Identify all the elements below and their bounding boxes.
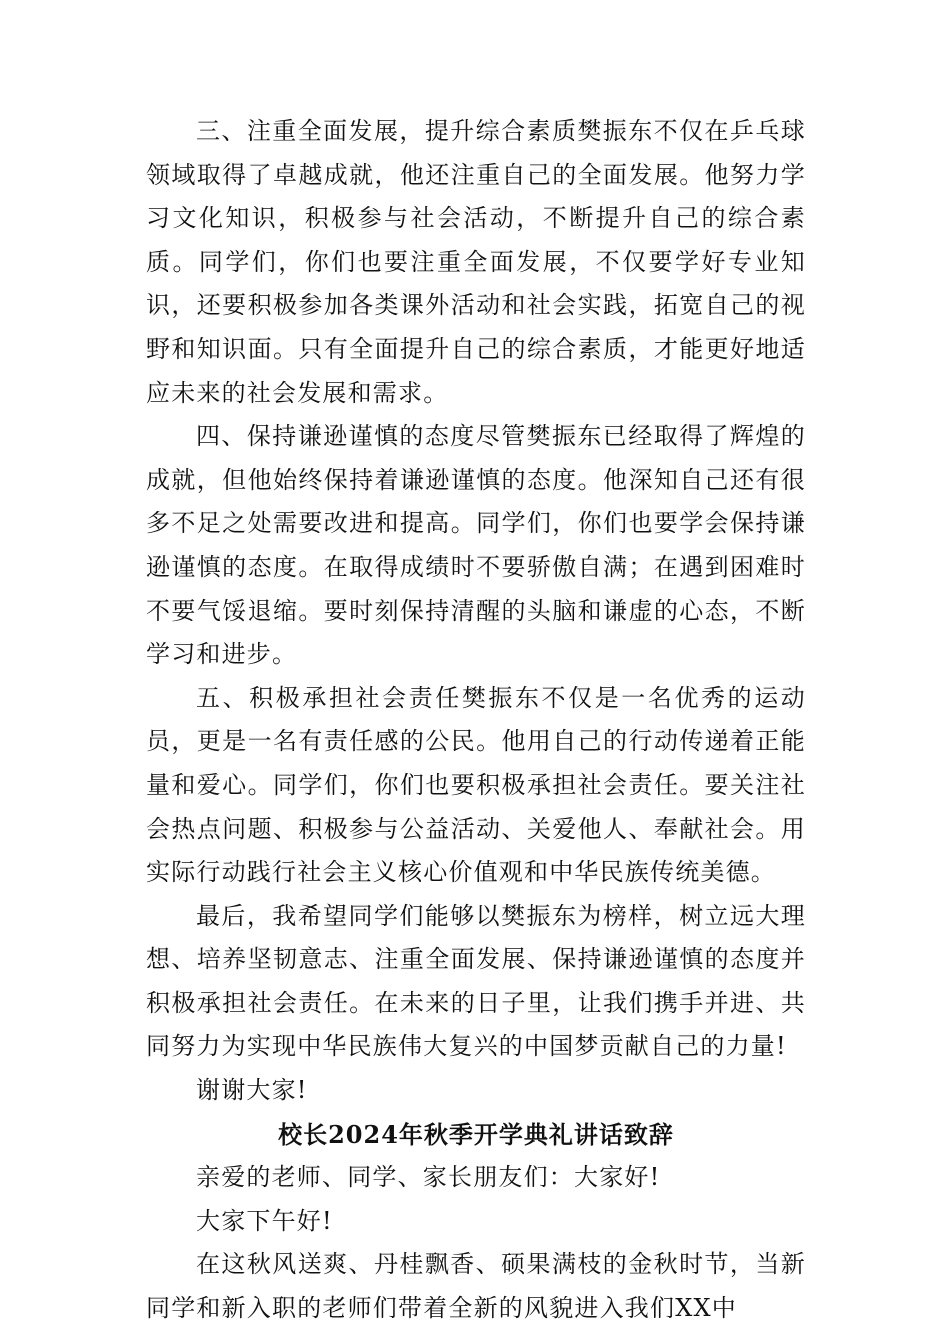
paragraph-opening: 在这秋风送爽、丹桂飘香、硕果满枝的金秋时节，当新同学和新入职的老师们带着全新的风貌进入我们XX中: [146, 1250, 806, 1323]
paragraph-humility: 四、保持谦逊谨慎的态度尽管樊振东已经取得了辉煌的成就，但他始终保持着谦逊谨慎的态度。他深知自己还有很多不足之处需要改进和提高。同学们，你们也要学会保持谦逊谨慎的态度。在取得成绩时不要骄傲自满；在遇到困难时不要气馁退缩。要时刻保持清醒的头脑和谦虚的心态，不断学习和进步。: [146, 422, 806, 669]
paragraph-social-responsibility: 五、积极承担社会责任樊振东不仅是一名优秀的运动员，更是一名有责任感的公民。他用自己的行动传递着正能量和爱心。同学们，你们也要积极承担社会责任。要关注社会热点问题、积极参与公益活动、关爱他人、奉献社会。用实际行动践行社会主义核心价值观和中华民族传统美德。: [146, 683, 806, 887]
paragraph-thanks: 谢谢大家!: [196, 1076, 308, 1105]
paragraph-comprehensive-development: 三、注重全面发展，提升综合素质樊振东不仅在乒乓球领域取得了卓越成就，他还注重自己的全面发展。他努力学习文化知识，积极参与社会活动，不断提升自己的综合素质。同学们，你们也要注重全面发展，不仅要学好专业知识，还要积极参加各类课外活动和社会实践，拓宽自己的视野和知识面。只有全面提升自己的综合素质，才能更好地适应未来的社会发展和需求。: [146, 117, 806, 407]
paragraph-conclusion: 最后，我希望同学们能够以樊振东为榜样，树立远大理想、培养坚韧意志、注重全面发展、保持谦逊谨慎的态度并积极承担社会责任。在未来的日子里，让我们携手并进、共同努力为实现中华民族伟大复兴的中国梦贡献自己的力量!: [146, 901, 806, 1061]
paragraph-afternoon-greeting: 大家下午好!: [196, 1206, 333, 1235]
speech-title: 校长2024年秋季开学典礼讲话致辞: [278, 1119, 674, 1149]
document-body: [146, 110, 806, 1331]
paragraph-greeting: 亲爱的老师、同学、家长朋友们：大家好!: [196, 1163, 661, 1192]
